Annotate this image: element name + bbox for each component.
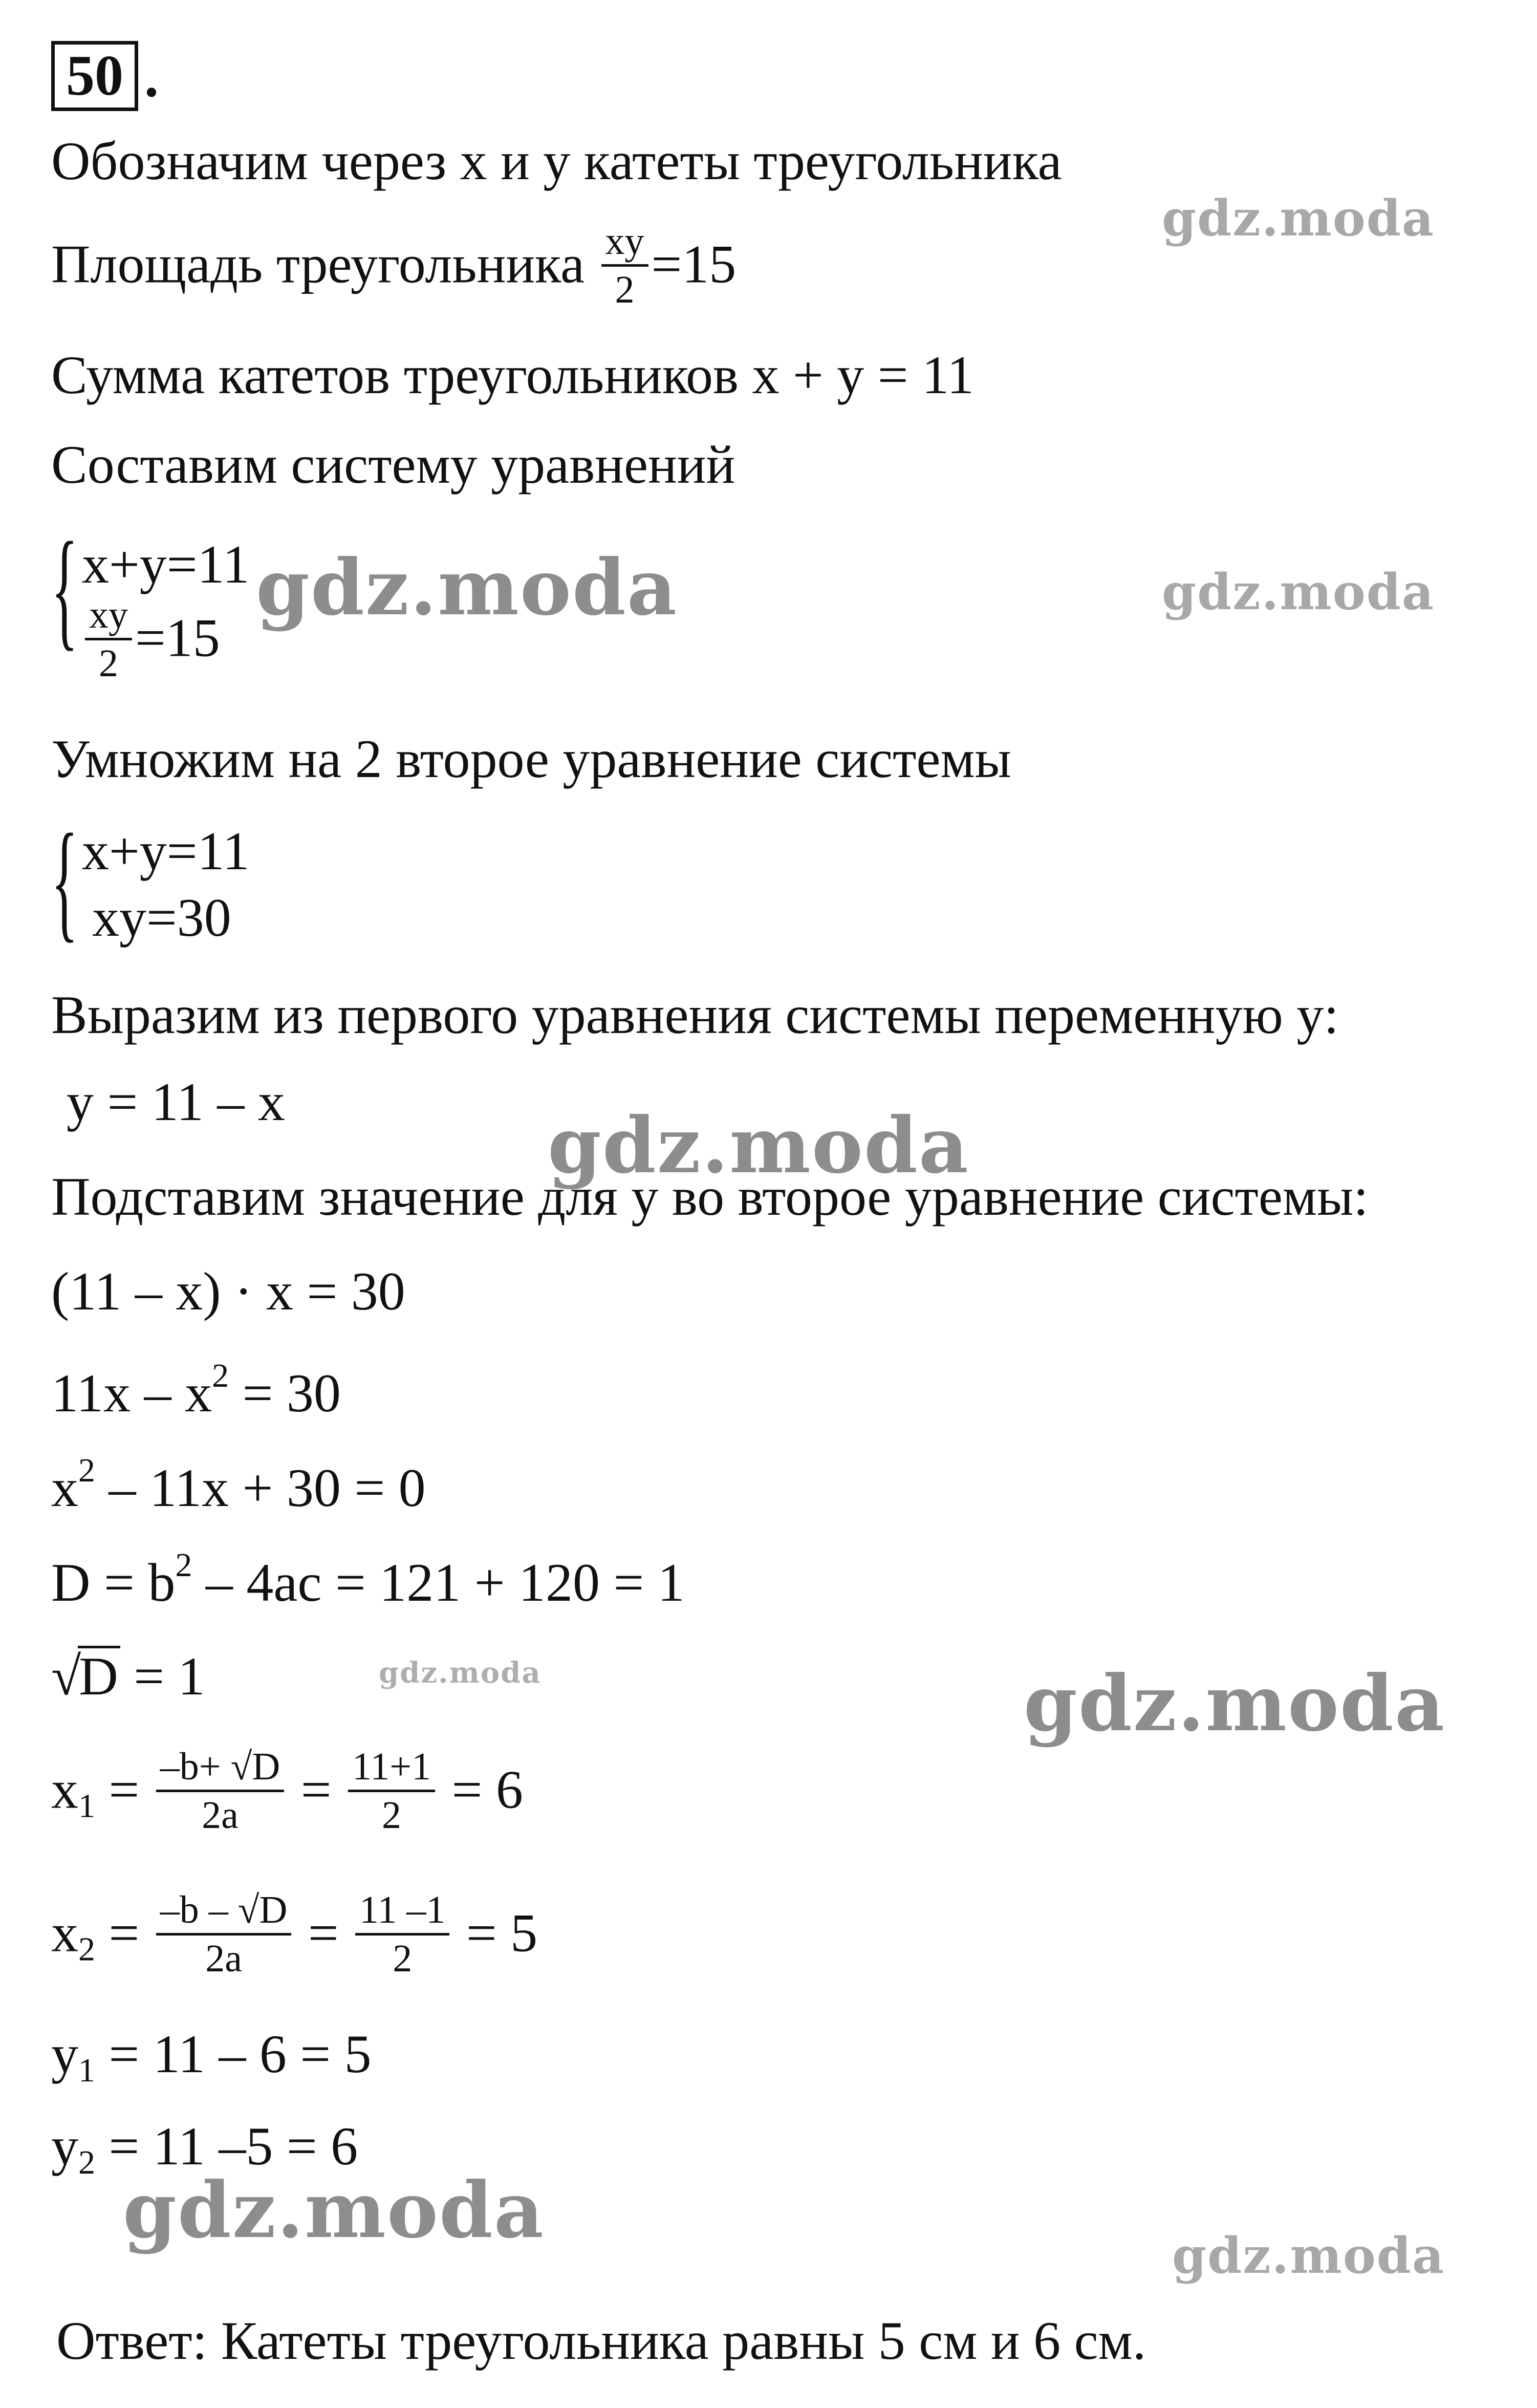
watermark: gdz.moda bbox=[1024, 1659, 1446, 1749]
text-line-sum: Сумма катетов треугольников x + y = 11 bbox=[51, 345, 975, 405]
area-fraction-numerator: xy bbox=[601, 221, 648, 267]
equation-discriminant-part-a: D = b bbox=[51, 1553, 176, 1612]
sqrt-expression bbox=[51, 1646, 120, 1704]
root-x1-eq: = bbox=[95, 1759, 153, 1820]
root-y1 bbox=[51, 2024, 372, 2089]
root-x2-numeric bbox=[355, 1890, 449, 1980]
equation-expanded-exponent: 2 bbox=[212, 1357, 229, 1394]
root-x1-formula bbox=[156, 1747, 284, 1836]
root-x2-label: x bbox=[51, 1903, 78, 1963]
root-x1-numeric bbox=[348, 1747, 435, 1836]
root-x2-formula-numerator: –b – √D bbox=[156, 1890, 292, 1936]
system-1-fraction-denominator: 2 bbox=[99, 641, 118, 685]
system-2-eq-2: xy=30 bbox=[92, 888, 231, 948]
area-label: Площадь треугольника bbox=[51, 234, 585, 294]
system-2-brace: { bbox=[51, 807, 78, 954]
root-x1-result: = 6 bbox=[438, 1759, 523, 1820]
root-y2-rest: = 11 –5 = 6 bbox=[95, 2116, 358, 2176]
root-x2-eq-2: = bbox=[294, 1903, 353, 1963]
watermark: gdz.moda bbox=[548, 1101, 970, 1191]
root-x2 bbox=[51, 1888, 538, 1984]
text-line-area bbox=[51, 220, 737, 315]
watermark: gdz.moda bbox=[256, 543, 678, 633]
root-y2-label: y bbox=[51, 2116, 78, 2176]
equation-expanded-part-a: 11x – x bbox=[51, 1363, 212, 1423]
root-x2-result: = 5 bbox=[452, 1903, 538, 1963]
sqrt-sign: √ bbox=[51, 1646, 81, 1706]
root-x2-formula bbox=[156, 1890, 292, 1980]
equation-quadratic-exponent: 2 bbox=[78, 1452, 95, 1489]
watermark: gdz.moda bbox=[1172, 2227, 1445, 2285]
root-x2-eq: = bbox=[95, 1903, 153, 1963]
root-x2-numeric-denominator: 2 bbox=[393, 1937, 413, 1980]
problem-number-dot: . bbox=[144, 46, 159, 109]
watermark: gdz.moda bbox=[123, 2165, 545, 2255]
equation-sqrt-d bbox=[51, 1646, 205, 1704]
root-y1-rest: = 11 – 6 = 5 bbox=[95, 2024, 372, 2084]
equation-expanded-part-b: = 30 bbox=[229, 1363, 341, 1423]
answer-line: Ответ: Катеты треугольника равны 5 см и 6 см. bbox=[56, 2311, 1146, 2371]
equation-discriminant-part-b: – 4ac = 121 + 120 = 1 bbox=[192, 1553, 685, 1612]
problem-number: 50 bbox=[66, 44, 123, 107]
root-x1-formula-denominator: 2a bbox=[202, 1793, 239, 1837]
text-line-y-expr: y = 11 – x bbox=[67, 1072, 285, 1132]
equation-discriminant-exponent: 2 bbox=[175, 1546, 192, 1584]
area-value: =15 bbox=[651, 234, 737, 294]
area-fraction bbox=[601, 221, 648, 311]
equation-expanded bbox=[51, 1359, 341, 1421]
text-line-express: Выразим из первого уравнения системы переменную y: bbox=[51, 985, 1339, 1045]
system-1-eq-1: x+y=11 bbox=[82, 534, 250, 594]
root-x1-numeric-denominator: 2 bbox=[382, 1793, 402, 1837]
system-1-fraction-numerator: xy bbox=[85, 595, 132, 640]
sqrt-value: = 1 bbox=[120, 1646, 205, 1706]
root-x1-label: x bbox=[51, 1759, 78, 1820]
text-line-1: Обозначим через x и y катеты треугольника bbox=[51, 131, 1062, 191]
root-y1-label: y bbox=[51, 2024, 78, 2084]
root-y1-subscript: 1 bbox=[78, 2052, 95, 2089]
problem-number-box bbox=[51, 41, 138, 111]
area-fraction-denominator: 2 bbox=[615, 268, 635, 311]
system-1-fraction bbox=[85, 595, 132, 684]
root-x2-numeric-numerator: 11 –1 bbox=[355, 1890, 449, 1936]
root-x1-subscript: 1 bbox=[78, 1787, 95, 1825]
watermark: gdz.moda bbox=[1162, 189, 1435, 247]
equation-quadratic bbox=[51, 1452, 426, 1518]
system-1-brace: { bbox=[51, 515, 78, 662]
root-y2-subscript: 2 bbox=[78, 2144, 95, 2181]
system-1-eq-2 bbox=[82, 593, 220, 689]
watermark: gdz.moda bbox=[1162, 563, 1435, 621]
root-x1 bbox=[51, 1745, 523, 1840]
system-2-eq-1: x+y=11 bbox=[82, 821, 250, 881]
system-1-eq-2-value: =15 bbox=[135, 608, 220, 668]
text-line-multiply: Умножим на 2 второе уравнение системы bbox=[51, 729, 1011, 789]
root-x2-subscript: 2 bbox=[78, 1930, 95, 1968]
watermark: gdz.moda bbox=[379, 1656, 542, 1690]
equation-quadratic-part-b: – 11x + 30 = 0 bbox=[95, 1458, 426, 1518]
root-x2-formula-denominator: 2a bbox=[205, 1937, 242, 1980]
text-line-system-intro: Составим систему уравнений bbox=[51, 435, 735, 494]
root-x1-eq-2: = bbox=[287, 1759, 345, 1820]
equation-quadratic-part-a: x bbox=[51, 1458, 78, 1518]
text-line-substitute: Подставим значение для y во второе уравнение системы: bbox=[51, 1167, 1369, 1227]
equation-discriminant bbox=[51, 1546, 685, 1612]
root-x1-numeric-numerator: 11+1 bbox=[348, 1747, 435, 1792]
equation-substituted: (11 – x) · x = 30 bbox=[51, 1261, 405, 1321]
sqrt-argument: D bbox=[78, 1646, 120, 1704]
root-x1-formula-numerator: –b+ √D bbox=[156, 1747, 284, 1792]
